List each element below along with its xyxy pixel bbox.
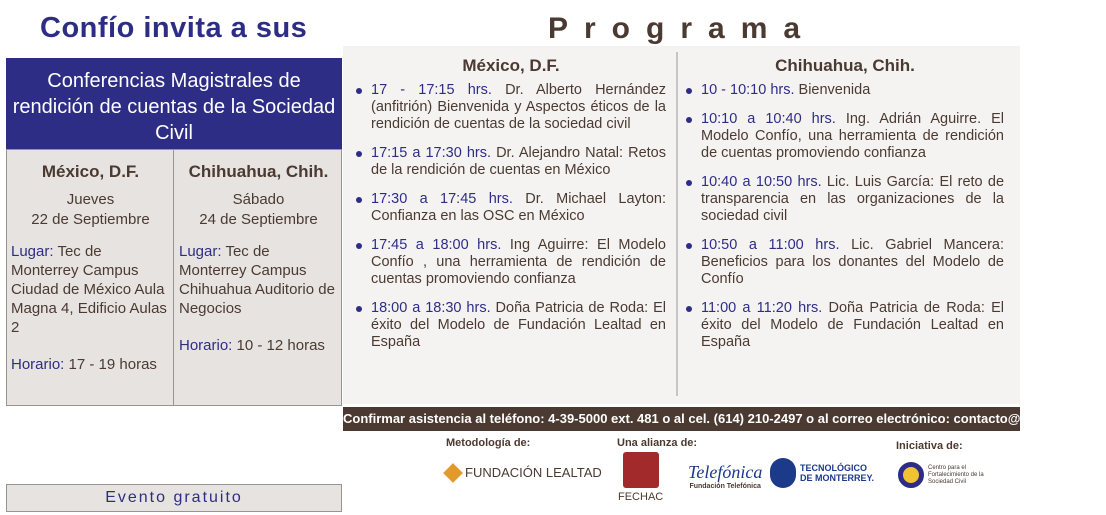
bullet-icon bbox=[686, 243, 692, 249]
lealtad-text: FUNDACIÓN LEALTAD bbox=[465, 465, 602, 480]
tec-seal-icon bbox=[770, 458, 796, 488]
program-item bbox=[356, 237, 666, 288]
program-time: 10 - 10:10 hrs. bbox=[701, 82, 795, 98]
program-item bbox=[356, 191, 666, 225]
telefonica-subtext: Fundación Telefónica bbox=[689, 483, 761, 490]
venue-schedule bbox=[176, 337, 341, 354]
methodology-label: Metodología de: bbox=[446, 437, 531, 449]
centro-mark-icon bbox=[898, 462, 924, 488]
venue-mexico bbox=[8, 162, 173, 373]
venue-date: 22 de Septiembre bbox=[31, 211, 150, 228]
program-time: 17 - 17:15 hrs. bbox=[371, 82, 492, 98]
program-time: 10:50 a 11:00 hrs. bbox=[701, 237, 840, 253]
bullet-icon bbox=[356, 151, 362, 157]
venue-schedule bbox=[8, 356, 173, 373]
program-text: Lic. Luis García: El reto de transparencia en las organizaciones de la sociedad civil bbox=[701, 174, 1005, 224]
program-text: Doña Patricia de Roda: El éxito del Modelo de Fundación Lealtad en España bbox=[701, 300, 1004, 350]
horario-text: 17 - 19 horas bbox=[68, 356, 157, 373]
program-item bbox=[686, 300, 1004, 351]
horario-label: Horario: bbox=[179, 337, 233, 354]
program-item bbox=[686, 174, 1004, 225]
program-item bbox=[356, 300, 666, 351]
telefonica-logo bbox=[688, 462, 762, 490]
lugar-label: Lugar: bbox=[11, 243, 54, 260]
venue-city: México, D.F. bbox=[41, 162, 140, 181]
centro-text: Centro para el Fortalecimiento de la Sociedad Civil bbox=[928, 464, 984, 485]
lealtad-mark-icon bbox=[443, 463, 463, 483]
venue-date: 24 de Septiembre bbox=[199, 211, 318, 228]
fechac-mark-icon bbox=[623, 452, 659, 488]
bullet-icon bbox=[686, 306, 692, 312]
lugar-text: Tec de Monterrey Campus Chihuahua Auditorio de Negocios bbox=[179, 243, 335, 317]
program-time: 10:10 a 10:40 hrs. bbox=[701, 111, 836, 127]
program-item bbox=[686, 237, 1004, 288]
program-text: Ing. Adrián Aguirre. El Modelo Confío, una herramienta de rendición de cuentas promoviendo confianza bbox=[701, 111, 1004, 161]
telefonica-text: Telefónica bbox=[688, 462, 763, 482]
lugar-label: Lugar: bbox=[179, 243, 222, 260]
lugar-text: Tec de Monterrey Campus Ciudad de México Aula Magna 4, Edificio Aulas 2 bbox=[11, 243, 167, 336]
program-time: 18:00 a 18:30 hrs. bbox=[371, 300, 491, 316]
program-item bbox=[686, 82, 1004, 99]
program-mexico bbox=[356, 56, 666, 363]
program-text: Doña Patricia de Roda: El éxito del Modelo de Fundación Lealtad en España bbox=[371, 300, 666, 350]
bullet-icon bbox=[686, 180, 692, 186]
program-time: 10:40 a 10:50 hrs. bbox=[701, 174, 822, 190]
rsvp-contact-bar: Confirmar asistencia al teléfono: 4-39-5000 ext. 481 o al cel. (614) 210-2497 o al correo electrónico: contacto@confio.org.mx bbox=[343, 407, 1020, 431]
program-time: 17:15 a 17:30 hrs. bbox=[371, 145, 491, 161]
program-item bbox=[356, 145, 666, 179]
program-text: Bienvenida bbox=[798, 82, 871, 98]
alliance-label: Una alianza de: bbox=[617, 437, 698, 449]
venue-day: Jueves bbox=[66, 191, 115, 208]
venue-location bbox=[176, 242, 341, 318]
centro-fortalecimiento-logo bbox=[898, 462, 1003, 488]
fechac-text: FECHAC bbox=[618, 491, 664, 503]
program-time: 17:45 a 18:00 hrs. bbox=[371, 237, 502, 253]
tec-line2: DE MONTERREY. bbox=[800, 473, 875, 483]
venues-divider bbox=[173, 149, 174, 406]
program-text: Ing Aguirre: El Modelo Confío , una herramienta de rendición de cuentas promoviendo confianza bbox=[371, 237, 666, 287]
fechac-logo bbox=[618, 452, 663, 503]
tec-monterrey-logo bbox=[770, 458, 874, 488]
program-heading: Programa bbox=[548, 12, 817, 45]
initiative-label: Iniciativa de: bbox=[896, 440, 963, 452]
fundacion-lealtad-logo bbox=[446, 465, 602, 480]
program-time: 11:00 a 11:20 hrs. bbox=[701, 300, 823, 316]
program-time: 17:30 a 17:45 hrs. bbox=[371, 191, 513, 207]
free-event-badge: Evento gratuito bbox=[6, 484, 342, 512]
program-city: Chihuahua, Chih. bbox=[775, 56, 915, 75]
venue-location bbox=[8, 242, 173, 337]
page-title: Confío invita a sus bbox=[40, 12, 308, 44]
program-text: Dr. Alberto Hernández (anfitrión) Bienvenida y Aspectos éticos de la rendición de cuentas de la sociedad civil bbox=[371, 82, 667, 132]
venue-day: Sábado bbox=[232, 191, 285, 208]
program-city: México, D.F. bbox=[462, 56, 560, 75]
program-text: Dr. Alejandro Natal: Retos de la rendición de cuentas en México bbox=[371, 145, 666, 178]
program-divider bbox=[676, 52, 678, 396]
bullet-icon bbox=[356, 243, 362, 249]
horario-label: Horario: bbox=[11, 356, 65, 373]
program-chihuahua bbox=[686, 56, 1004, 363]
program-text: Lic. Gabriel Mancera: Beneficios para los donantes del Modelo de Confío bbox=[701, 237, 1004, 287]
conference-title-box: Conferencias Magistrales de rendición de cuentas de la Sociedad Civil bbox=[6, 58, 342, 149]
program-list bbox=[686, 82, 1004, 351]
horario-text: 10 - 12 horas bbox=[236, 337, 325, 354]
bullet-icon bbox=[686, 88, 692, 94]
venue-city: Chihuahua, Chih. bbox=[188, 162, 329, 181]
bullet-icon bbox=[356, 197, 362, 203]
tec-line1: TECNOLÓGICO bbox=[800, 463, 867, 473]
bullet-icon bbox=[356, 88, 362, 94]
program-item bbox=[356, 82, 666, 133]
program-list bbox=[356, 82, 666, 351]
bullet-icon bbox=[686, 117, 692, 123]
program-item bbox=[686, 111, 1004, 162]
bullet-icon bbox=[356, 306, 362, 312]
program-text: Dr. Michael Layton: Confianza en las OSC en México bbox=[371, 191, 666, 224]
venue-chihuahua bbox=[176, 162, 341, 354]
